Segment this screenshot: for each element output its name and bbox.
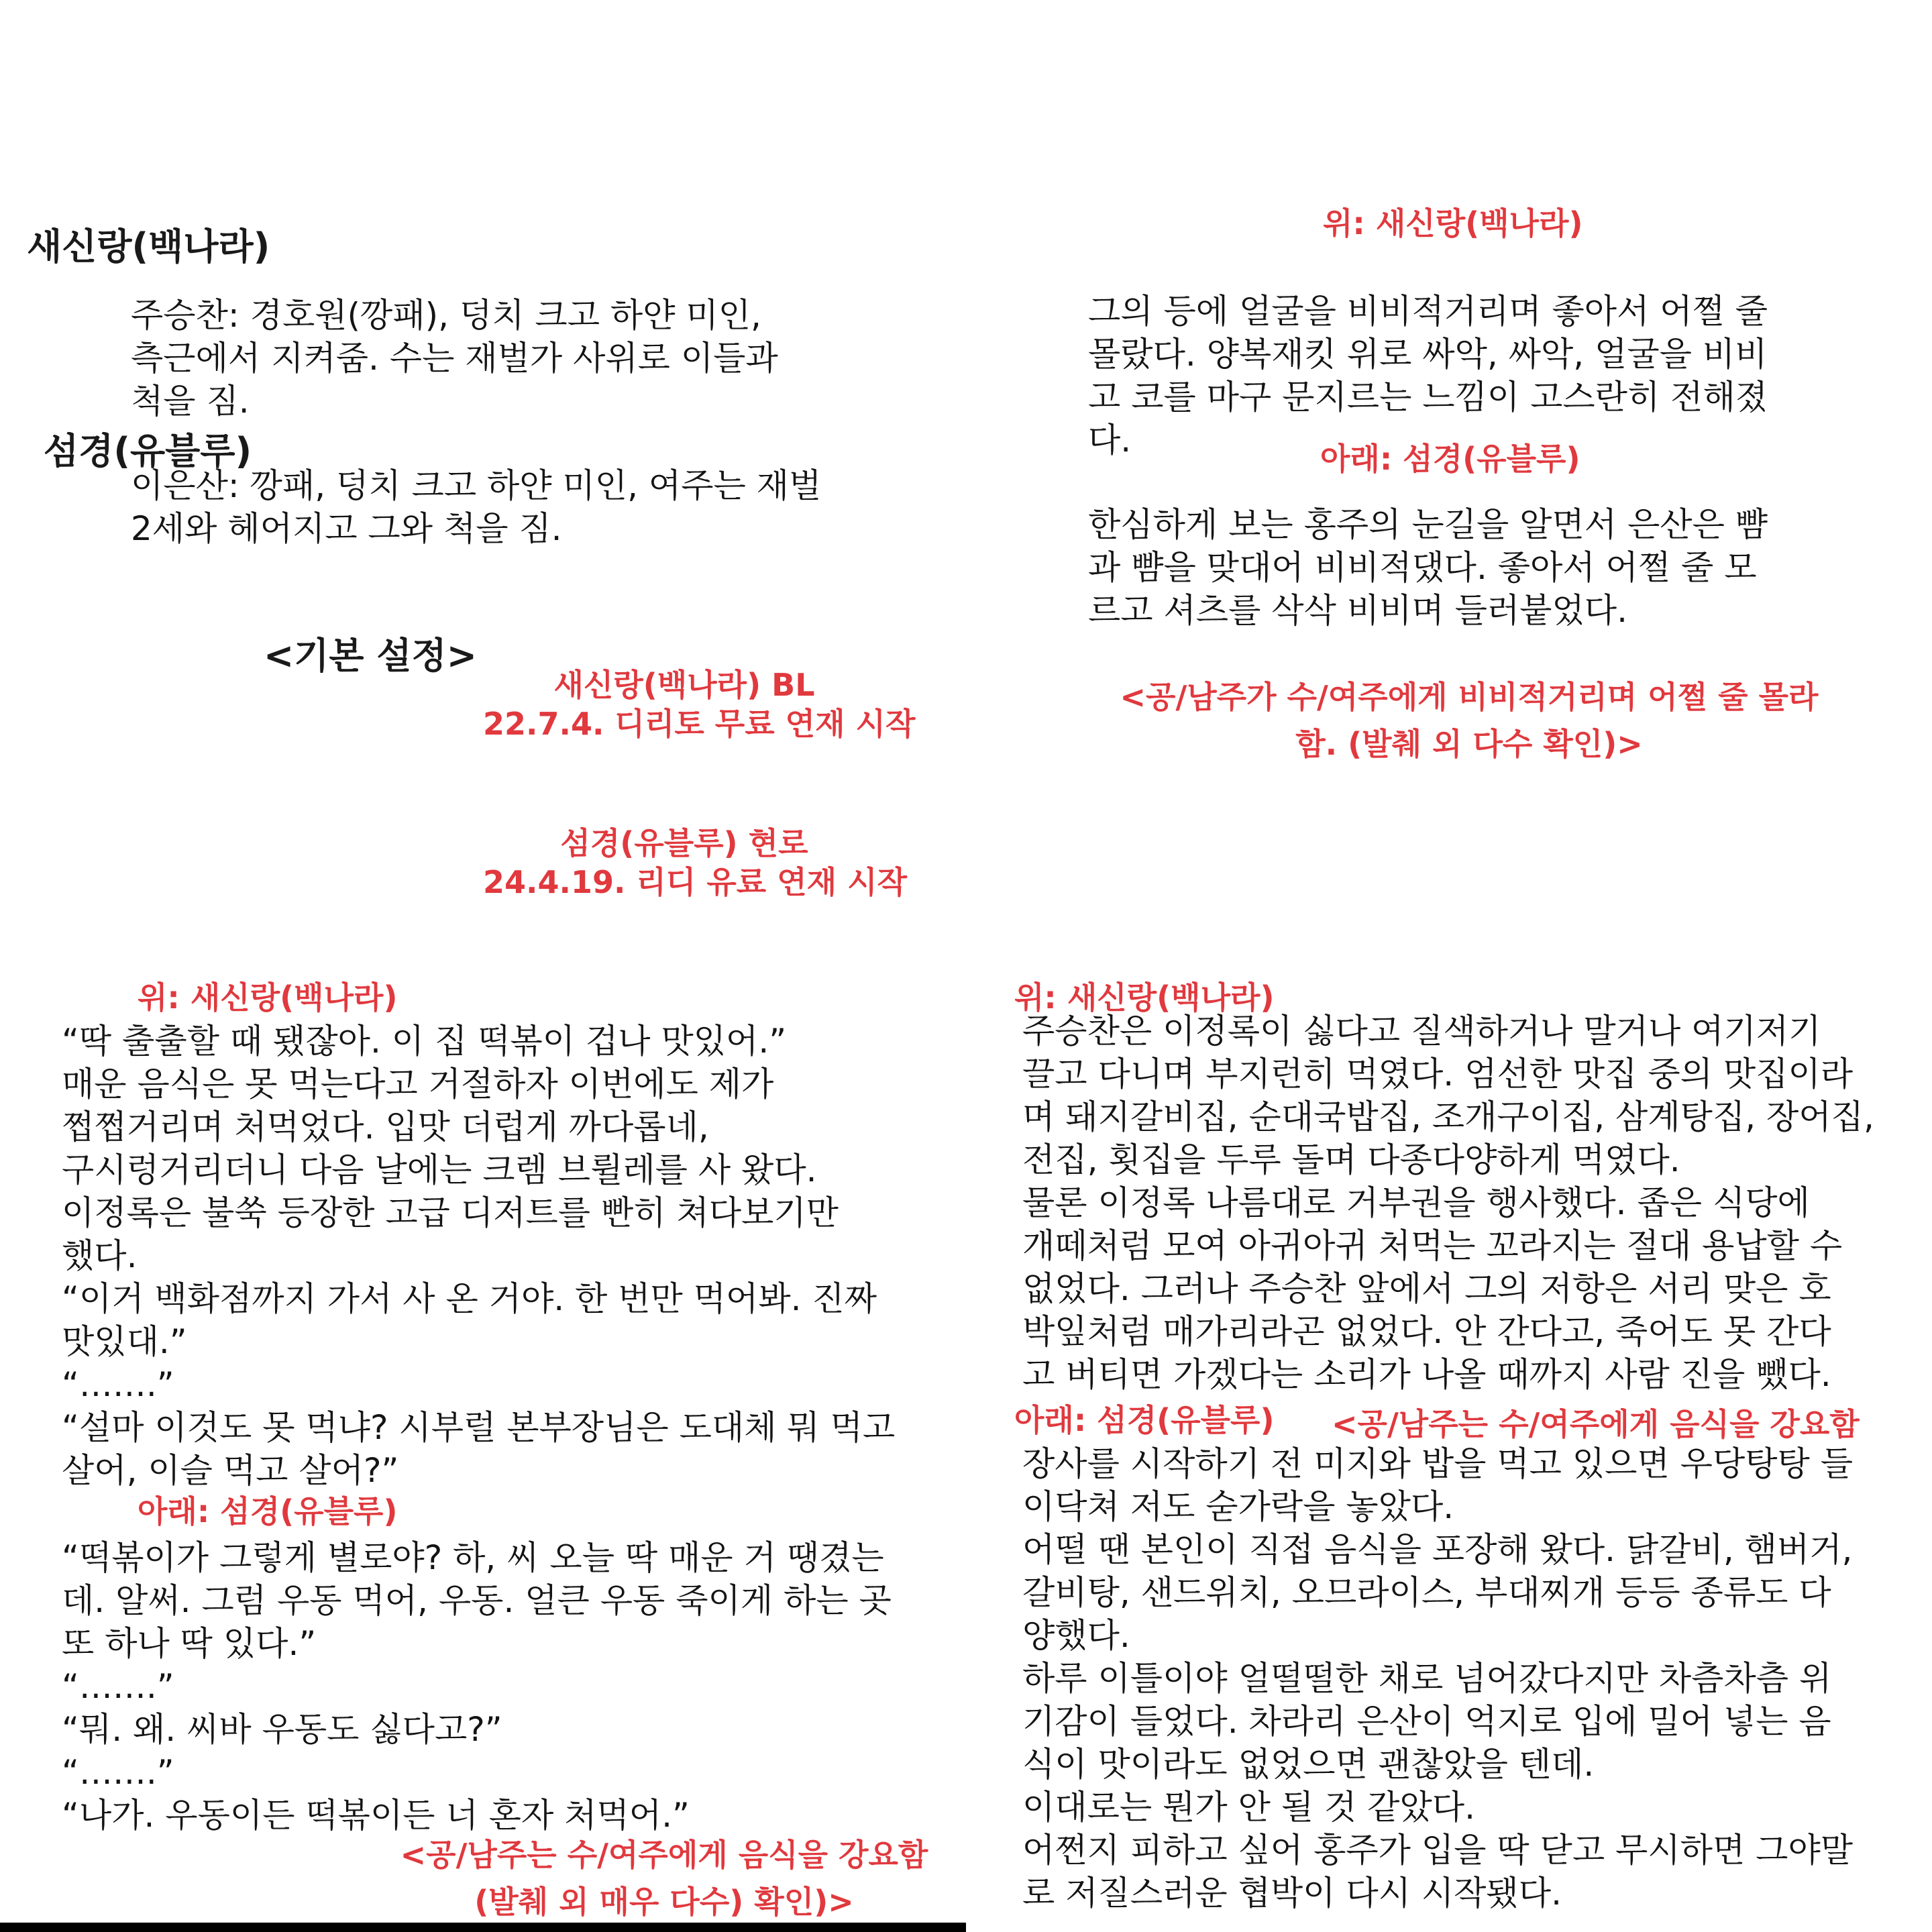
q4-label-top: 위: 새신랑(백나라)	[1014, 979, 1275, 1016]
text-line: 이대로는 뭔가 안 될 것 같았다.	[1022, 1788, 1475, 1827]
text-line: 양했다.	[1022, 1616, 1130, 1655]
text-line: 이닥쳐 저도 숟가락을 놓았다.	[1022, 1487, 1454, 1526]
text-line: “나가. 우동이든 떡볶이든 너 혼자 처먹어.”	[62, 1796, 690, 1835]
text-line: 어떨 땐 본인이 직접 음식을 포장해 왔다. 닭갈비, 햄버거,	[1022, 1530, 1853, 1569]
info-line: 섬경(유블루) 현로	[560, 825, 808, 861]
text-line: 어쩐지 피하고 싶어 홍주가 입을 딱 닫고 무시하면 그야말	[1022, 1831, 1854, 1870]
q3-note	[376, 1831, 953, 1925]
q2-block-bottom	[1088, 503, 1768, 632]
note-line: (발췌 외 매우 다수) 확인)>	[474, 1884, 854, 1920]
bottom-divider	[0, 1923, 966, 1932]
q2-label-top: 위: 새신랑(백나라)	[1323, 205, 1583, 241]
q2-block-top	[1088, 290, 1768, 462]
text-line: 박잎처럼 매가리라곤 없었다. 안 간다고, 죽어도 못 간다	[1022, 1312, 1831, 1351]
q3-label-bottom: 아래: 섬경(유블루)	[138, 1493, 398, 1529]
text-line: 데. 알써. 그럼 우동 먹어, 우동. 얼큰 우동 죽이게 하는 곳	[62, 1581, 892, 1620]
text-line: 그의 등에 얼굴을 비비적거리며 좋아서 어쩔 줄	[1088, 292, 1768, 331]
q4-note: <공/남주는 수/여주에게 음식을 강요함	[1332, 1406, 1860, 1442]
text-line: 로 저질스러운 협박이 다시 시작됐다.	[1022, 1874, 1562, 1913]
text-line: 르고 셔츠를 삭삭 비비며 들러붙었다.	[1088, 591, 1627, 630]
text-line: 몰랐다. 양복재킷 위로 싸악, 싸악, 얼굴을 비비	[1088, 335, 1768, 374]
text-line: 한심하게 보는 홍주의 눈길을 알면서 은산은 뺨	[1088, 505, 1768, 544]
text-line: 고 코를 마구 문지르는 느낌이 고스란히 전해졌	[1088, 378, 1768, 417]
text-line: 구시렁거리더니 다음 날에는 크렘 브륄레를 사 왔다.	[62, 1150, 817, 1189]
text-line: 다.	[1088, 421, 1132, 460]
q3-block-bottom	[62, 1536, 892, 1837]
text-line: 2세와 헤어지고 그와 척을 짐.	[131, 509, 562, 548]
text-line: 갈비탕, 샌드위치, 오므라이스, 부대찌개 등등 종류도 다	[1022, 1573, 1831, 1612]
text-line: 과 뺨을 맞대어 비비적댔다. 좋아서 어쩔 줄 모	[1088, 548, 1757, 587]
text-line: “…….”	[62, 1753, 174, 1792]
text-line: 고 버티면 가겠다는 소리가 나올 때까지 사람 진을 뺐다.	[1022, 1355, 1831, 1394]
text-line: 없었다. 그러나 주승찬 앞에서 그의 저항은 서리 맞은 호	[1022, 1269, 1831, 1308]
text-line: 장사를 시작하기 전 미지와 밥을 먹고 있으면 우당탕탕 들	[1022, 1444, 1854, 1483]
text-line: 며 돼지갈비집, 순대국밥집, 조개구이집, 삼계탕집, 장어집,	[1022, 1097, 1874, 1136]
text-line: 기감이 들었다. 차라리 은산이 억지로 입에 밀어 넣는 음	[1022, 1702, 1831, 1741]
text-line: 하루 이틀이야 얼떨떨한 채로 넘어갔다지만 차츰차츰 위	[1022, 1659, 1832, 1698]
text-line: 주승찬: 경호원(깡패), 덩치 크고 하얀 미인,	[131, 296, 761, 335]
q1-setting-title: <기본 설정>	[264, 635, 477, 677]
q2-note	[1073, 674, 1865, 767]
text-line: 이은산: 깡패, 덩치 크고 하얀 미인, 여주는 재벌	[131, 466, 822, 505]
text-line: 했다.	[62, 1236, 138, 1275]
info-line: 24.4.19. 리디 유료 연재 시작	[483, 864, 908, 900]
q1-info-2	[483, 824, 908, 902]
q3-block-top	[62, 1020, 895, 1492]
note-line: 함. (발췌 외 다수 확인)>	[1295, 726, 1643, 762]
text-line: 또 하나 딱 있다.”	[62, 1624, 317, 1663]
q2-label-bottom: 아래: 섬경(유블루)	[1320, 441, 1580, 477]
text-line: 끌고 다니며 부지런히 먹였다. 엄선한 맛집 중의 맛집이라	[1022, 1055, 1854, 1093]
text-line: 측근에서 지켜줌. 수는 재벌가 사위로 이들과	[131, 339, 778, 378]
q1-heading-a: 새신랑(백나라)	[27, 225, 270, 268]
text-line: “…….”	[62, 1365, 174, 1404]
text-line: 물론 이정록 나름대로 거부권을 행사했다. 좁은 식당에	[1022, 1183, 1810, 1222]
text-line: “이거 백화점까지 가서 사 온 거야. 한 번만 먹어봐. 진짜	[62, 1279, 877, 1318]
note-line: <공/남주가 수/여주에게 비비적거리며 어쩔 줄 몰라	[1120, 679, 1819, 715]
q1-block-b	[131, 464, 821, 550]
q4-block-bottom	[1022, 1442, 1853, 1915]
q4-label-bottom: 아래: 섬경(유블루)	[1014, 1402, 1275, 1438]
text-line: “딱 출출할 때 됐잖아. 이 집 떡볶이 겁나 맛있어.”	[62, 1022, 787, 1061]
q1-block-a	[131, 294, 778, 423]
text-line: 매운 음식은 못 먹는다고 거절하자 이번에도 제가	[62, 1065, 774, 1104]
text-line: 주승찬은 이정록이 싫다고 질색하거나 말거나 여기저기	[1022, 1012, 1821, 1051]
q3-label-top: 위: 새신랑(백나라)	[138, 979, 398, 1016]
q4-block-top	[1022, 1010, 1874, 1396]
info-line: 22.7.4. 디리토 무료 연재 시작	[483, 706, 916, 742]
text-line: 식이 맛이라도 없었으면 괜찮았을 텐데.	[1022, 1745, 1595, 1784]
text-line: 척을 짐.	[131, 382, 250, 421]
text-line: 맛있대.”	[62, 1322, 187, 1361]
text-line: “뭐. 왜. 씨바 우동도 싫다고?”	[62, 1710, 502, 1749]
text-line: 쩝쩝거리며 처먹었다. 입맛 더럽게 까다롭네,	[62, 1108, 709, 1146]
text-line: “…….”	[62, 1667, 174, 1706]
text-line: 개떼처럼 모여 아귀아귀 처먹는 꼬라지는 절대 용납할 수	[1022, 1226, 1843, 1265]
text-line: “떡볶이가 그렇게 별로야? 하, 씨 오늘 딱 매운 거 땡겼는	[62, 1538, 884, 1577]
q1-heading-b: 섬경(유블루)	[44, 430, 252, 472]
text-line: 살어, 이슬 먹고 살어?”	[62, 1451, 399, 1490]
info-line: 새신랑(백나라) BL	[553, 667, 815, 703]
text-line: “설마 이것도 못 먹냐? 시부럴 본부장님은 도대체 뭐 먹고	[62, 1408, 896, 1447]
text-line: 전집, 횟집을 두루 돌며 다종다양하게 먹였다.	[1022, 1140, 1680, 1179]
note-line: <공/남주는 수/여주에게 음식을 강요함	[400, 1837, 928, 1873]
q1-info-1	[483, 665, 916, 743]
text-line: 이정록은 불쑥 등장한 고급 디저트를 빤히 쳐다보기만	[62, 1193, 839, 1232]
